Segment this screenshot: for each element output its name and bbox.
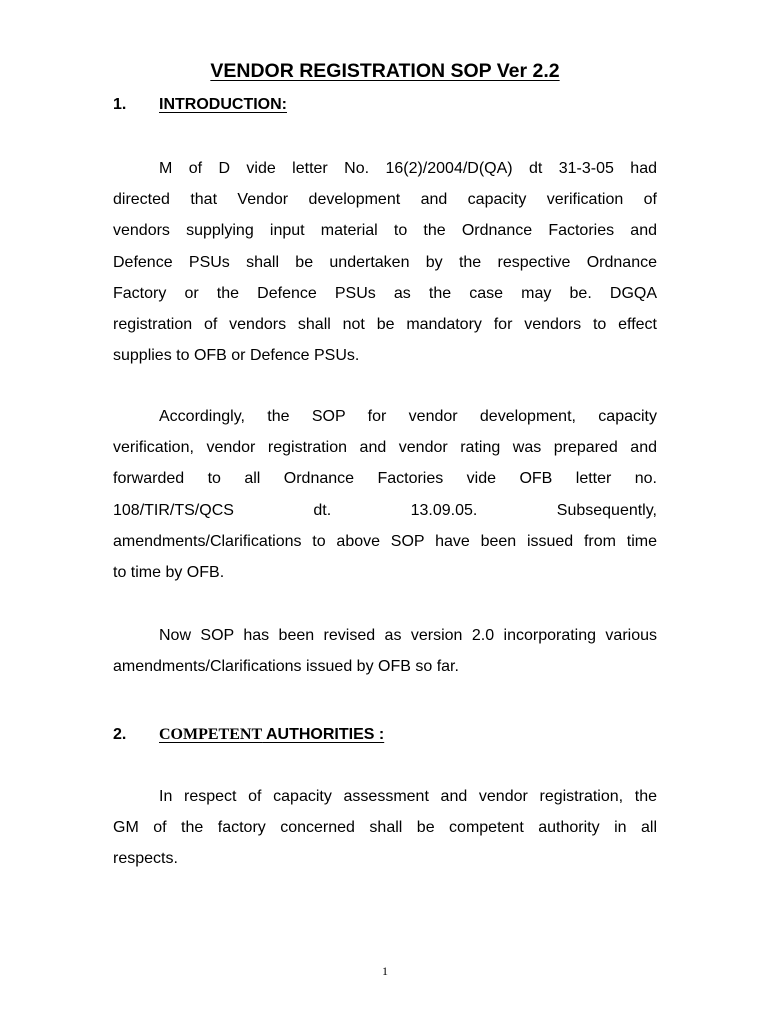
section-1-heading: INTRODUCTION:: [159, 96, 287, 113]
section-2-heading: [159, 724, 384, 746]
paragraph-line: amendments/Clarifications issued by OFB so far.: [113, 658, 459, 676]
paragraph-line: forwarded to all Ordnance Factories vide OFB letter no.: [113, 470, 657, 488]
paragraph-line: M of D vide letter No. 16(2)/2004/D(QA) dt 31-3-05 had: [159, 160, 657, 177]
section-1-paragraph-2: [113, 401, 657, 588]
section-2-heading-serif: COMPETENT: [159, 726, 263, 743]
paragraph-line: 108/TIR/TS/QCS dt. 13.09.05. Subsequently,: [113, 501, 657, 519]
page-number: 1: [382, 964, 388, 978]
paragraph-line: verification, vendor registration and vendor rating was prepared and: [113, 439, 657, 457]
paragraph-line: Factory or the Defence PSUs as the case may be. DGQA: [113, 284, 657, 302]
section-2-heading-rest: AUTHORITIES :: [262, 726, 385, 743]
paragraph-line: Defence PSUs shall be undertaken by the respective Ordnance: [113, 253, 657, 271]
paragraph-line: Now SOP has been revised as version 2.0 incorporating various: [159, 627, 657, 644]
section-2-paragraph-1: [113, 781, 657, 875]
paragraph-line: GM of the factory concerned shall be competent authority in all: [113, 819, 657, 837]
section-1-paragraph-3: [113, 620, 657, 682]
paragraph-line: In respect of capacity assessment and vendor registration, the: [159, 788, 657, 805]
document-title: VENDOR REGISTRATION SOP Ver 2.2: [210, 60, 560, 82]
paragraph-line: registration of vendors shall not be mandatory for vendors to effect: [113, 315, 657, 333]
paragraph-line: respects.: [113, 850, 178, 868]
section-2-number: 2.: [113, 726, 127, 743]
paragraph-line: vendors supplying input material to the Ordnance Factories and: [113, 222, 657, 240]
paragraph-line: amendments/Clarifications to above SOP have been issued from time: [113, 532, 657, 550]
paragraph-line: Accordingly, the SOP for vendor development, capacity: [159, 408, 657, 425]
section-1-paragraph-1: [113, 153, 657, 371]
paragraph-line: directed that Vendor development and capacity verification of: [113, 191, 657, 209]
paragraph-line: to time by OFB.: [113, 563, 225, 581]
section-1-number: 1.: [113, 96, 127, 113]
paragraph-line: supplies to OFB or Defence PSUs.: [113, 347, 360, 365]
